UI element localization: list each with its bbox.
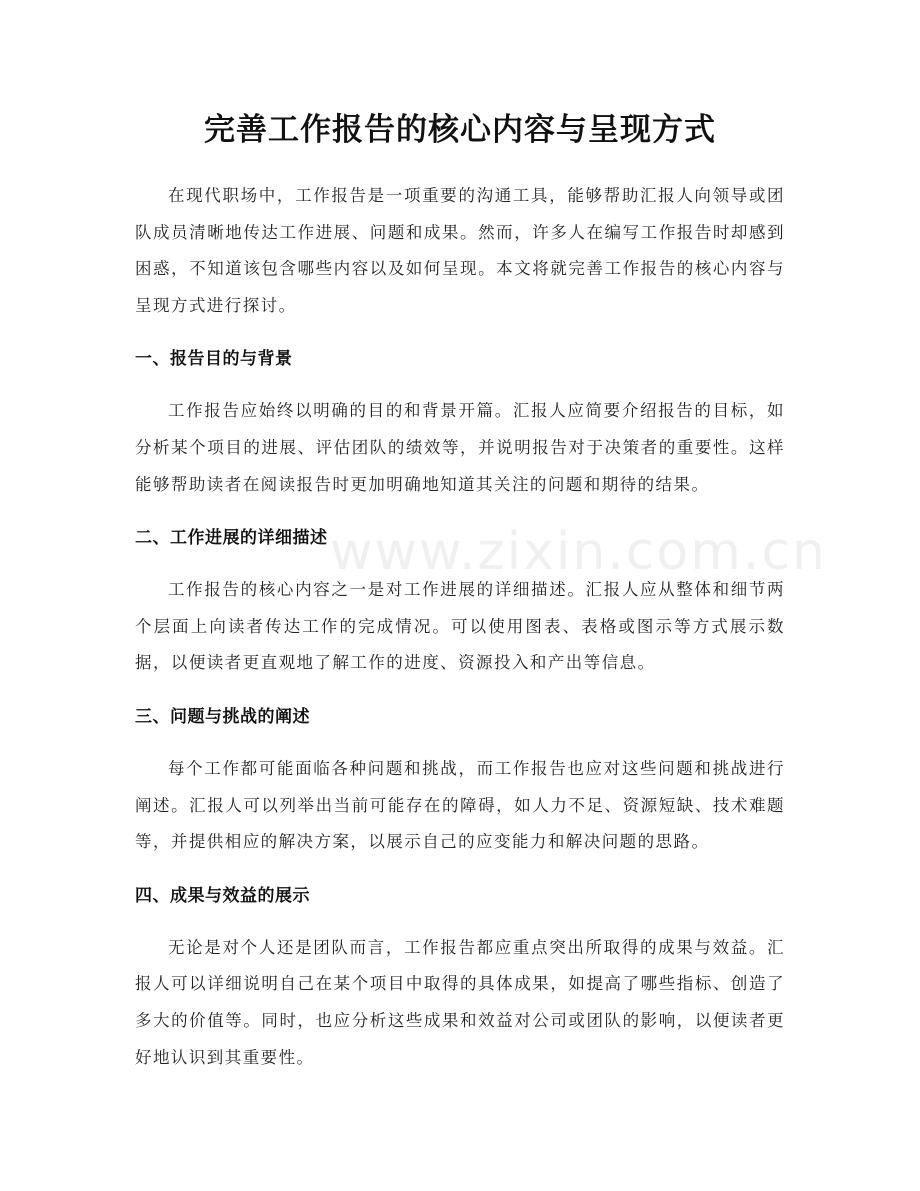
document-title: 完善工作报告的核心内容与呈现方式 [204,112,716,148]
section-heading: 一、报告目的与背景 [135,349,293,370]
section-purpose-background [135,345,785,503]
section-paragraph: 工作报告的核心内容之一是对工作进展的详细描述。汇报人应从整体和细节两个层面上向读者传达工作的完成情况。可以使用图表、表格或图示等方式展示数据，以便读者更直观地了解工作的进度、资源投入和产出等信息。 [135,580,785,673]
watermark: www.zixin.com.cn [330,522,827,582]
document-body [135,178,785,1076]
section-paragraph: 无论是对个人还是团队而言，工作报告都应重点突出所取得的成果与效益。汇报人可以详细说明自己在某个项目中取得的具体成果，如提高了哪些指标、创造了多大的价值等。同时，也应分析这些成果和效益对公司或团队的影响，以便读者更好地认识到其重要性。 [135,937,785,1067]
section-work-progress [135,524,785,682]
section-paragraph: 每个工作都可能面临各种问题和挑战，而工作报告也应对这些问题和挑战进行阐述。汇报人可以列举出当前可能存在的障碍，如人力不足、资源短缺、技术难题等，并提供相应的解决方案，以展示自己的应变能力和解决问题的思路。 [135,758,785,852]
intro-paragraph: 在现代职场中，工作报告是一项重要的沟通工具，能够帮助汇报人向领导或团队成员清晰地传达工作进展、问题和成果。然而，许多人在编写工作报告时却感到困惑，不知道该包含哪些内容以及如何呈现。本文将就完善工作报告的核心内容与呈现方式进行探讨。 [135,186,785,315]
section-heading: 二、工作进展的详细描述 [135,528,328,549]
section-results-benefits [135,882,785,1076]
section-heading: 四、成果与效益的展示 [135,885,310,906]
section-problems-challenges [135,703,785,861]
section-heading: 三、问题与挑战的阐述 [135,706,310,727]
section-paragraph: 工作报告应始终以明确的目的和背景开篇。汇报人应简要介绍报告的目标，如分析某个项目的进展、评估团队的绩效等，并说明报告对于决策者的重要性。这样能够帮助读者在阅读报告时更加明确地知道其关注的问题和期待的结果。 [135,401,785,494]
